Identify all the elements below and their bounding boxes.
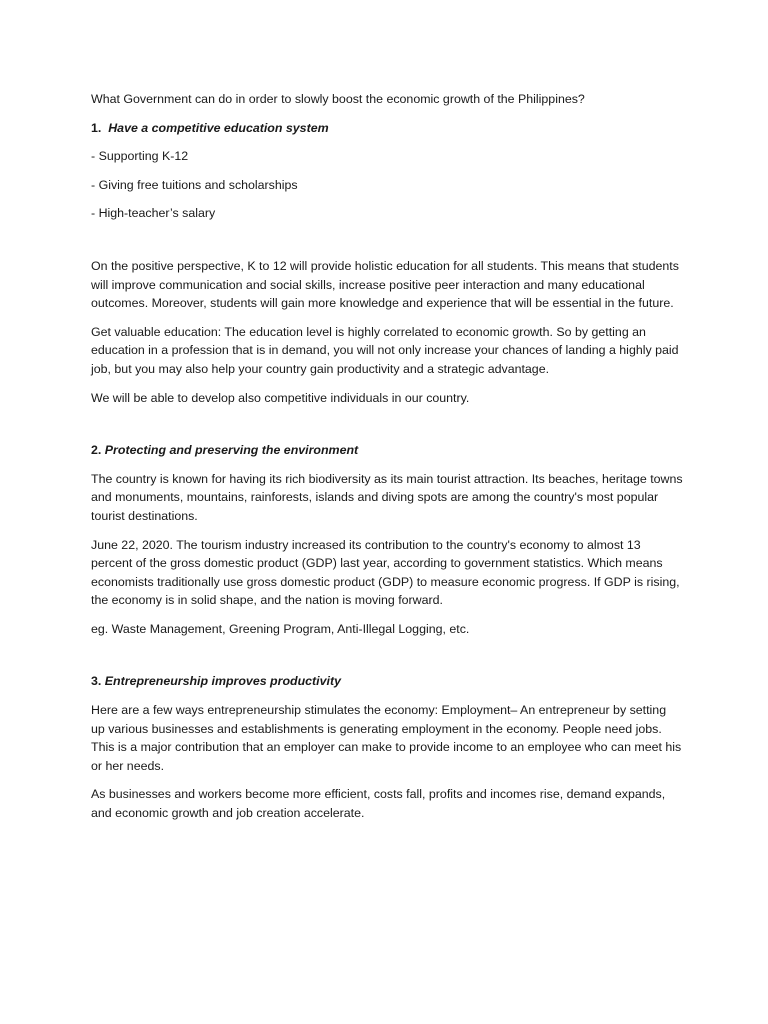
section-1-title: Have a competitive education system bbox=[108, 120, 329, 135]
section-1-number: 1. bbox=[91, 120, 102, 135]
section-1-paragraph-3: We will be able to develop also competitive individuals in our country. bbox=[91, 390, 470, 405]
section-3-title: Entrepreneurship improves productivity bbox=[104, 674, 341, 689]
section-3-paragraph-1: Here are a few ways entrepreneurship stimulates the economy: Employment– An entrepreneur by setting up various businesses and establishments is generating employment in the economy. People need jobs. This is a major contribution that an employer can make to provide income to an employee who can meet his or her needs. bbox=[91, 703, 682, 773]
section-3-number: 3. bbox=[91, 674, 102, 689]
section-2-paragraph-3: eg. Waste Management, Greening Program, Anti-Illegal Logging, etc. bbox=[91, 621, 470, 636]
section-3-paragraph-2: As businesses and workers become more efficient, costs fall, profits and incomes rise, demand expands, and economic growth and job creation accelerate. bbox=[91, 787, 666, 821]
document-page bbox=[91, 90, 683, 823]
section-2-heading bbox=[91, 441, 683, 460]
section-3-heading bbox=[91, 672, 683, 691]
section-2-paragraph-1: The country is known for having its rich biodiversity as its main tourist attraction. Its beaches, heritage towns and monuments, mountains, rainforests, islands and diving spots are among the country's most popular tourist destinations. bbox=[91, 471, 683, 523]
section-1-bullet-3: - High-teacher’s salary bbox=[91, 206, 216, 221]
section-2-title: Protecting and preserving the environment bbox=[104, 443, 359, 458]
section-1-bullet-2: - Giving free tuitions and scholarships bbox=[91, 177, 298, 192]
section-2-number: 2. bbox=[91, 443, 102, 458]
section-2-paragraph-2: June 22, 2020. The tourism industry increased its contribution to the country's economy to almost 13 percent of the gross domestic product (GDP) last year, according to government statistics. Which means economists traditionally use gross domestic product (GDP) to measure economic progress. If GDP is rising, the economy is in solid shape, and the nation is moving forward. bbox=[91, 537, 680, 608]
section-1-paragraph-2: Get valuable education: The education level is highly correlated to economic growth. So by getting an education in a profession that is in demand, you will not only increase your chances of landing a highly paid job, but you may also help your country gain productivity and a strategic advantage. bbox=[91, 324, 679, 376]
question-text: What Government can do in order to slowly boost the economic growth of the Philippines? bbox=[91, 92, 585, 106]
section-1-paragraph-1: On the positive perspective, K to 12 will provide holistic education for all students. This means that students will improve communication and social skills, increase positive peer interaction and many educational outcomes. Moreover, students will gain more knowledge and experience that will be essential in the future. bbox=[91, 258, 679, 311]
section-1-heading bbox=[91, 119, 683, 138]
section-1-bullet-1: - Supporting K-12 bbox=[91, 149, 189, 164]
